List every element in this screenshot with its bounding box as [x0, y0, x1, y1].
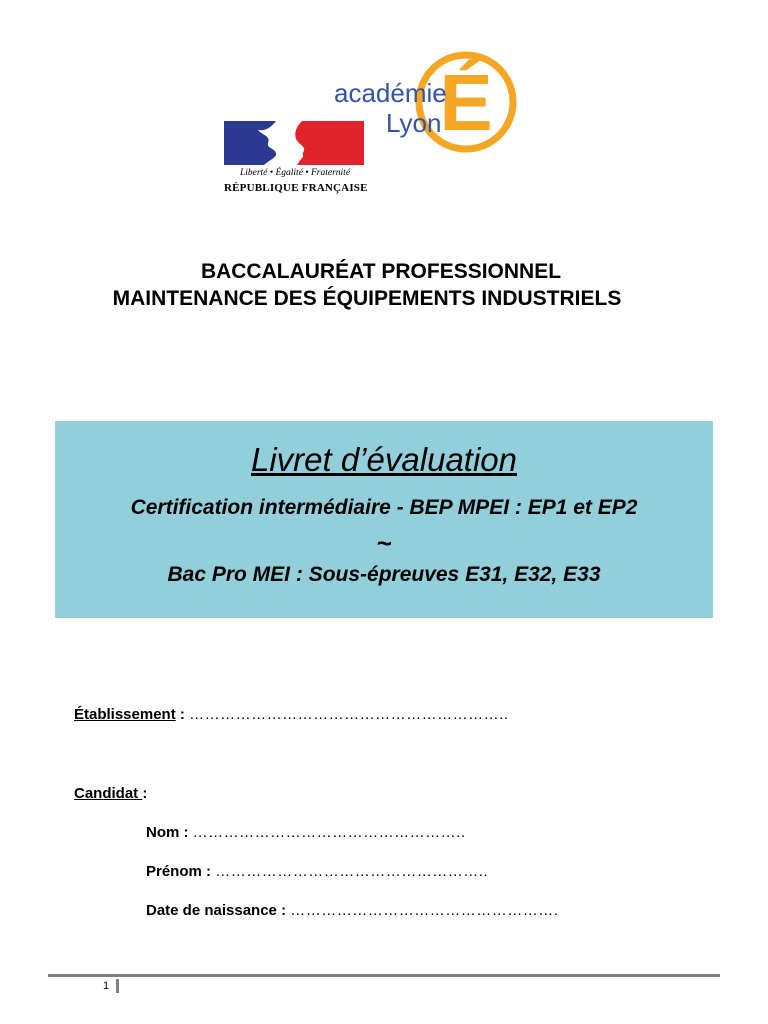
- nom-field: [146, 824, 466, 841]
- etablissement-sep: :: [175, 706, 190, 723]
- prenom-label: Prénom :: [146, 863, 216, 880]
- academie-lyon-logo: [330, 36, 520, 161]
- etablissement-label: Établissement: [74, 706, 176, 723]
- eval-bacpro-line: Bac Pro MEI : Sous-épreuves E31, E32, E33: [167, 563, 601, 586]
- academie-letter: É: [439, 58, 493, 147]
- candidat-label: Candidat: [74, 785, 143, 802]
- academie-line1: académie: [334, 78, 447, 108]
- candidat-sep: :: [142, 785, 148, 802]
- title-line-2: MAINTENANCE DES ÉQUIPEMENTS INDUSTRIELS: [112, 287, 622, 310]
- republique-motto: Liberté • Égalité • Fraternité: [239, 168, 351, 178]
- prenom-field: [146, 863, 488, 880]
- prenom-dots[interactable]: ……………………………………………..: [215, 863, 489, 880]
- date-naissance-dots[interactable]: …………………………………………….: [290, 902, 559, 919]
- academie-lyon-emblem-icon: [330, 36, 520, 161]
- eval-certification-line: Certification intermédiaire - BEP MPEI : EP1 et EP2: [130, 496, 638, 519]
- etablissement-field: [74, 706, 508, 723]
- etablissement-dots[interactable]: ……………………………………………………..: [189, 706, 509, 723]
- academie-line2: Lyon: [386, 108, 442, 138]
- candidat-heading: [74, 785, 147, 802]
- eval-title: Livret d’évaluation: [251, 441, 517, 478]
- date-naissance-field: [146, 902, 558, 919]
- republique-name: RÉPUBLIQUE FRANÇAISE: [224, 182, 368, 194]
- eval-tilde: ~: [376, 528, 392, 558]
- nom-dots[interactable]: ……………………………………………..: [192, 824, 466, 841]
- date-naissance-label: Date de naissance :: [146, 902, 291, 919]
- page-number: 1: [103, 980, 110, 992]
- nom-label: Nom :: [146, 824, 193, 841]
- page-number-bar: [116, 979, 119, 993]
- title-line-1: BACCALAURÉAT PROFESSIONNEL: [200, 260, 562, 283]
- footer-divider: [48, 974, 720, 977]
- evaluation-box: [55, 421, 713, 618]
